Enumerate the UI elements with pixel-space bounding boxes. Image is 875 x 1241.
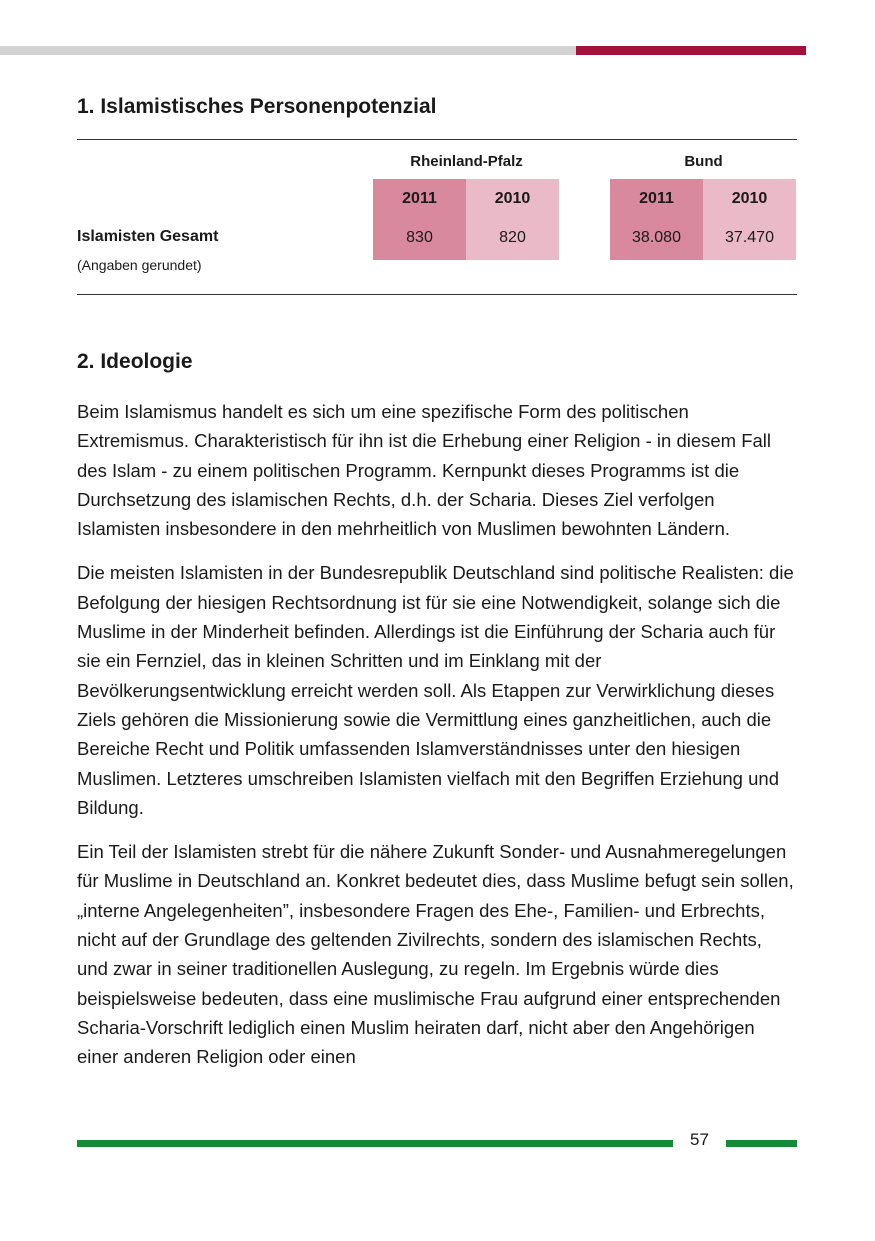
year-header-bund-2010: 2010	[703, 179, 796, 219]
table-group-header-rheinland-pfalz: Rheinland-Pfalz	[410, 153, 523, 170]
year-header-bund-2011: 2011	[610, 179, 703, 219]
year-header-rp-2010: 2010	[466, 179, 559, 219]
value-bund-2011: 38.080	[610, 219, 703, 260]
top-decor-bar-red	[576, 46, 806, 55]
footer-bar-right	[726, 1140, 797, 1147]
top-decor-bar-gray	[0, 46, 576, 55]
page-number: 57	[690, 1130, 709, 1149]
paragraph: Beim Islamismus handelt es sich um eine spezifische Form des politischen Extremismus. Charakteristisch für ihn ist die Erhebung einer Religion - in diesem Fall des Islam - zu einem politischen Programm. Kernpunkt dieses Programms ist die Durchsetzung des islamischen Rechts, d.h. der Scharia. Dieses Ziel verfolgen Islamisten insbesondere in den mehrheitlich von Muslimen bewohnten Ländern.	[77, 401, 772, 540]
table-note: (Angaben gerundet)	[77, 257, 202, 273]
value-rp-2011: 830	[373, 219, 466, 260]
year-header-rp-2011: 2011	[373, 179, 466, 219]
footer-bar-left	[77, 1140, 673, 1147]
value-bund-2010: 37.470	[703, 219, 796, 260]
table-top-rule	[77, 139, 797, 140]
body-text	[77, 397, 795, 1087]
paragraph: Ein Teil der Islamisten strebt für die nähere Zukunft Sonder- und Ausnahmeregelungen für Muslime in Deutschland an. Konkret bedeutet dies, dass Muslime befugt sein sollen, „interne Angelegenheiten”, insbesondere Fragen des Ehe-, Familien- und Erbrechts, nicht auf der Grundlage des geltenden Zivilrechts, sondern des islamischen Rechts, und zwar in seiner traditionellen Auslegung, zu regeln. Im Ergebnis würde dies beispielsweise bedeuten, dass eine muslimische Frau aufgrund einer entsprechenden Scharia-Vorschrift lediglich einen Muslim heiraten darf, nicht aber den Angehörigen einer anderen Religion oder einen	[77, 841, 794, 1068]
value-rp-2010: 820	[466, 219, 559, 260]
table-bottom-rule	[77, 294, 797, 295]
section-heading-personenpotenzial: 1. Islamistisches Personenpotenzial	[77, 95, 437, 118]
table-row-label: Islamisten Gesamt	[77, 228, 219, 245]
table-group-header-bund: Bund	[684, 153, 723, 170]
section-heading-ideologie: 2. Ideologie	[77, 350, 193, 373]
paragraph: Die meisten Islamisten in der Bundesrepublik Deutschland sind politische Realisten: die Befolgung der hiesigen Rechtsordnung ist für sie eine Notwendigkeit, solange sich die Muslime in der Minderheit befinden. Allerdings ist die Einführung der Scharia auch für sie ein Fernziel, das in kleinen Schritten und im Einklang mit der Bevölkerungsentwicklung erreicht werden soll. Als Etappen zur Verwirklichung dieses Ziels gehören die Missionierung sowie die Vermittlung eines ganzheitlichen, auch die Bereiche Recht und Politik umfassenden Islamverständnisses unter den hiesigen Muslimen. Letzteres umschreiben Islamisten vielfach mit den Begriffen Erziehung und Bildung.	[77, 562, 794, 818]
